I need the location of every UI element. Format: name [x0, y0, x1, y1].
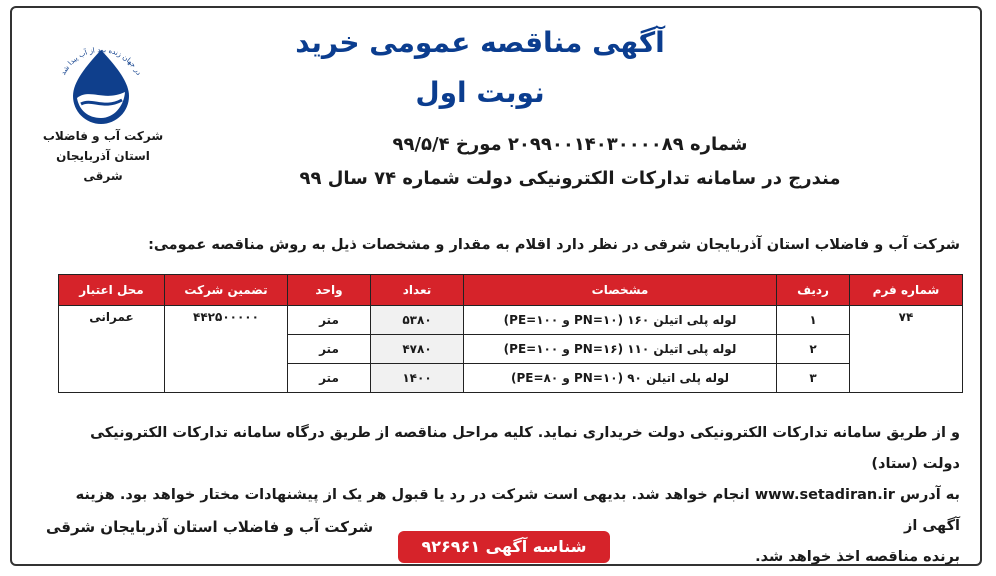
row-number-cell: ۱	[777, 306, 850, 335]
form-number-cell: ۷۴	[850, 306, 963, 393]
logo-caption-line: شرکت آب و فاضلاب	[42, 129, 164, 143]
notice-subtitle: نوبت اول	[415, 76, 545, 109]
row-number-cell: ۳	[777, 364, 850, 393]
qty-cell: ۴۷۸۰	[371, 335, 464, 364]
header-credit: محل اعتبار	[59, 275, 165, 306]
body-line: و از طریق سامانه تدارکات الکترونیکی دولت خریداری نماید. کلیه مراحل مناقصه از طریق درگاه سامانه تدارکات الکترونیکی دولت (ستاد)	[90, 425, 960, 472]
credit-cell: عمرانی	[59, 306, 165, 393]
logo-caption-line: استان آذربایجان	[56, 149, 150, 163]
row-number-cell: ۲	[777, 335, 850, 364]
notice-title: آگهی مناقصه عمومی خرید	[295, 26, 665, 59]
water-drop-wave-logo	[46, 30, 156, 130]
footer-organization: شرکت آب و فاضلاب استان آذربایجان شرقی	[46, 518, 374, 536]
header-guarantee: تضمین شرکت	[165, 275, 288, 306]
logo-arc-text: در جهان زنده بود از آب پیدا شد	[59, 45, 143, 77]
unit-cell: متر	[288, 364, 371, 393]
body-line: برنده مناقصه اخذ خواهد شد.	[755, 549, 960, 565]
logo-caption	[28, 126, 178, 186]
spec-cell: لوله پلی اتیلن ۱۶۰ (PN=۱۰ و PE=۱۰۰)	[464, 306, 777, 335]
body-line: به آدرس www.setadiran.ir انجام خواهد شد. بدیهی است شرکت در رد یا قبول هر یک از پیشنهادات مختار خواهد بود. هزینه آگهی از	[75, 487, 960, 534]
unit-cell: متر	[288, 335, 371, 364]
system-reference-line: مندرج در سامانه تدارکات الکترونیکی دولت شماره ۷۴ سال ۹۹	[299, 168, 841, 189]
ad-id-badge: شناسه آگهی ۹۲۶۹۶۱	[398, 531, 610, 563]
qty-cell: ۱۴۰۰	[371, 364, 464, 393]
header-row: ردیف	[777, 275, 850, 306]
unit-cell: متر	[288, 306, 371, 335]
logo-caption-line: شرقی	[83, 169, 123, 183]
items-table	[58, 274, 963, 393]
spec-cell: لوله پلی اتیلن ۹۰ (PN=۱۰ و PE=۸۰)	[464, 364, 777, 393]
header-qty: تعداد	[371, 275, 464, 306]
spec-cell: لوله پلی اتیلن ۱۱۰ (PN=۱۶ و PE=۱۰۰)	[464, 335, 777, 364]
header-spec: مشخصات	[464, 275, 777, 306]
table-header-row	[59, 275, 963, 306]
intro-paragraph: شرکت آب و فاضلاب استان آذربایجان شرقی در نظر دارد اقلام به مقدار و مشخصات ذیل به روش مناقصه عمومی:	[148, 237, 960, 253]
header-unit: واحد	[288, 275, 371, 306]
guarantee-cell: ۴۴۲۵۰۰۰۰۰	[165, 306, 288, 393]
table-row	[59, 306, 963, 335]
header-form-number: شماره فرم	[850, 275, 963, 306]
qty-cell: ۵۳۸۰	[371, 306, 464, 335]
tender-number-line: شماره ۲۰۹۹۰۰۱۴۰۳۰۰۰۰۸۹ مورخ ۹۹/۵/۴	[392, 134, 748, 155]
